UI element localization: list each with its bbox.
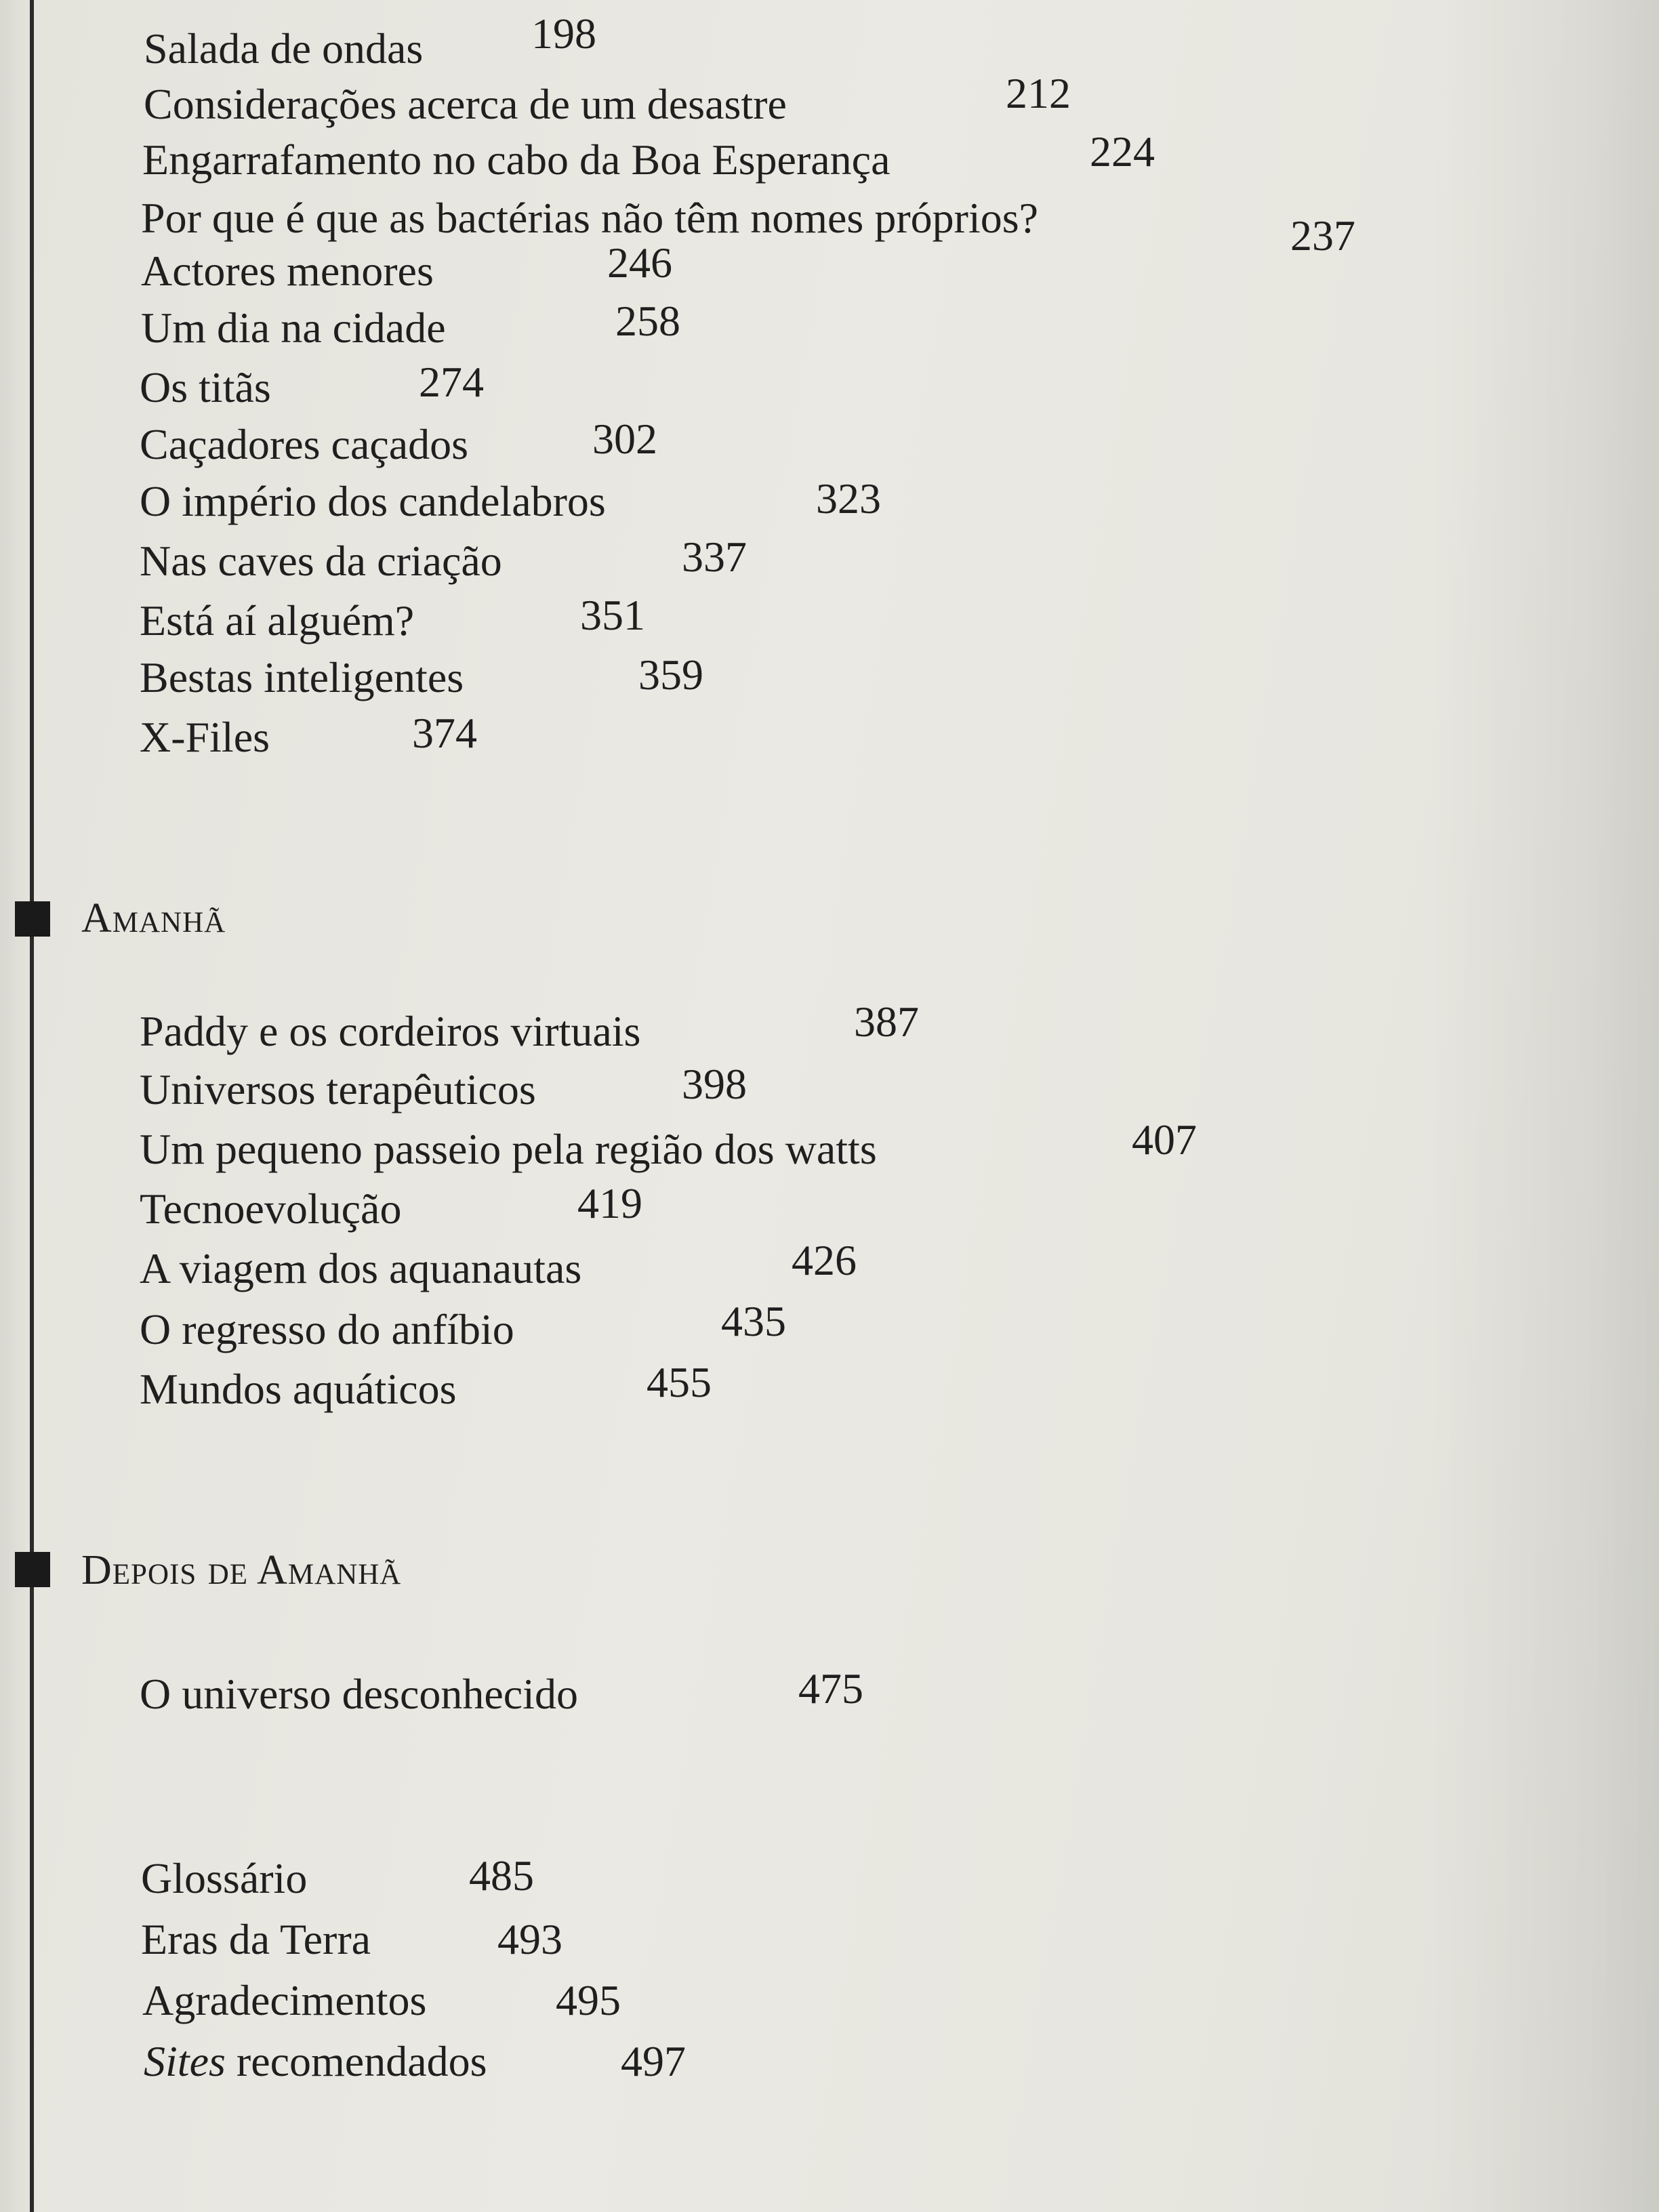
toc-entry-page: 455 [647, 1358, 712, 1406]
toc-entry-page: 258 [615, 297, 680, 345]
toc-entry-title: O regresso do anfíbio [140, 1305, 514, 1353]
toc-entry-page: 475 [798, 1664, 863, 1713]
toc-entry-title: X-Files [140, 713, 270, 761]
toc-entry-page: 398 [682, 1060, 747, 1108]
toc-entry-page: 237 [1290, 211, 1355, 260]
toc-entry-page: 497 [621, 2037, 686, 2085]
toc-entry-page: 351 [580, 591, 645, 639]
section-marker [15, 1552, 50, 1587]
page-shadow [1429, 0, 1659, 2212]
toc-entry-title: Bestas inteligentes [140, 653, 464, 701]
toc-entry-page: 374 [412, 709, 477, 757]
toc-entry-page: 495 [556, 1976, 621, 2024]
toc-entry-title: Um dia na cidade [141, 304, 446, 352]
section-heading: Depois de Amanhã [81, 1547, 402, 1593]
toc-entry-title: Paddy e os cordeiros virtuais [140, 1007, 641, 1055]
toc-entry-page: 246 [607, 239, 672, 287]
toc-entry-title: Mundos aquáticos [140, 1365, 457, 1413]
toc-entry-page: 212 [1006, 69, 1071, 117]
page-edge [0, 0, 30, 2212]
toc-entry-page: 274 [419, 358, 484, 406]
section-heading: Amanhã [81, 895, 226, 941]
toc-entry-page: 485 [469, 1851, 534, 1900]
toc-entry-title: Engarrafamento no cabo da Boa Esperança [142, 136, 890, 184]
toc-entry-page: 387 [854, 998, 919, 1046]
toc-entry-title: Caçadores caçados [140, 420, 469, 468]
toc-entry-page: 359 [638, 651, 703, 699]
toc-entry-title: Actores menores [141, 247, 434, 295]
toc-entry-page: 419 [577, 1179, 642, 1227]
section-marker [15, 901, 50, 937]
toc-entry-title: Eras da Terra [141, 1915, 371, 1963]
toc-entry-title: O universo desconhecido [140, 1670, 578, 1718]
toc-entry-title: Salada de ondas [144, 24, 424, 73]
toc-entry-title-rest: recomendados [225, 2037, 487, 2085]
toc-entry-title: Nas caves da criação [140, 537, 502, 585]
toc-entry-title: Agradecimentos [142, 1976, 427, 2024]
toc-entry-title: Está aí alguém? [140, 596, 415, 644]
toc-entry-title: Por que é que as bactérias não têm nomes próprios? [141, 194, 1039, 242]
toc-entry-title: Os titãs [140, 363, 271, 411]
toc-entry-page: 435 [721, 1297, 786, 1345]
page-spine-rule [30, 0, 34, 2212]
toc-entry-page: 493 [497, 1915, 562, 1963]
toc-entry-page: 198 [531, 9, 596, 58]
toc-entry-title: Um pequeno passeio pela região dos watts [140, 1125, 877, 1173]
toc-entry-page: 302 [592, 415, 657, 463]
toc-entry-page: 407 [1132, 1115, 1197, 1164]
toc-entry-page: 337 [682, 533, 747, 581]
toc-entry-title: Glossário [141, 1854, 308, 1902]
toc-entry-title: Considerações acerca de um desastre [144, 80, 787, 128]
toc-entry-title: Universos terapêuticos [140, 1065, 536, 1113]
toc-entry-title: A viagem dos aquanautas [140, 1244, 582, 1292]
toc-entry-title [144, 2037, 487, 2085]
toc-entry-title: O império dos candelabros [140, 477, 606, 525]
toc-entry-title: Tecnoevolução [140, 1185, 402, 1233]
toc-entry-page: 224 [1090, 127, 1155, 176]
toc-entry-page: 426 [792, 1236, 857, 1284]
toc-entry-title-italic: Sites [144, 2037, 226, 2085]
toc-entry-page: 323 [816, 474, 881, 523]
